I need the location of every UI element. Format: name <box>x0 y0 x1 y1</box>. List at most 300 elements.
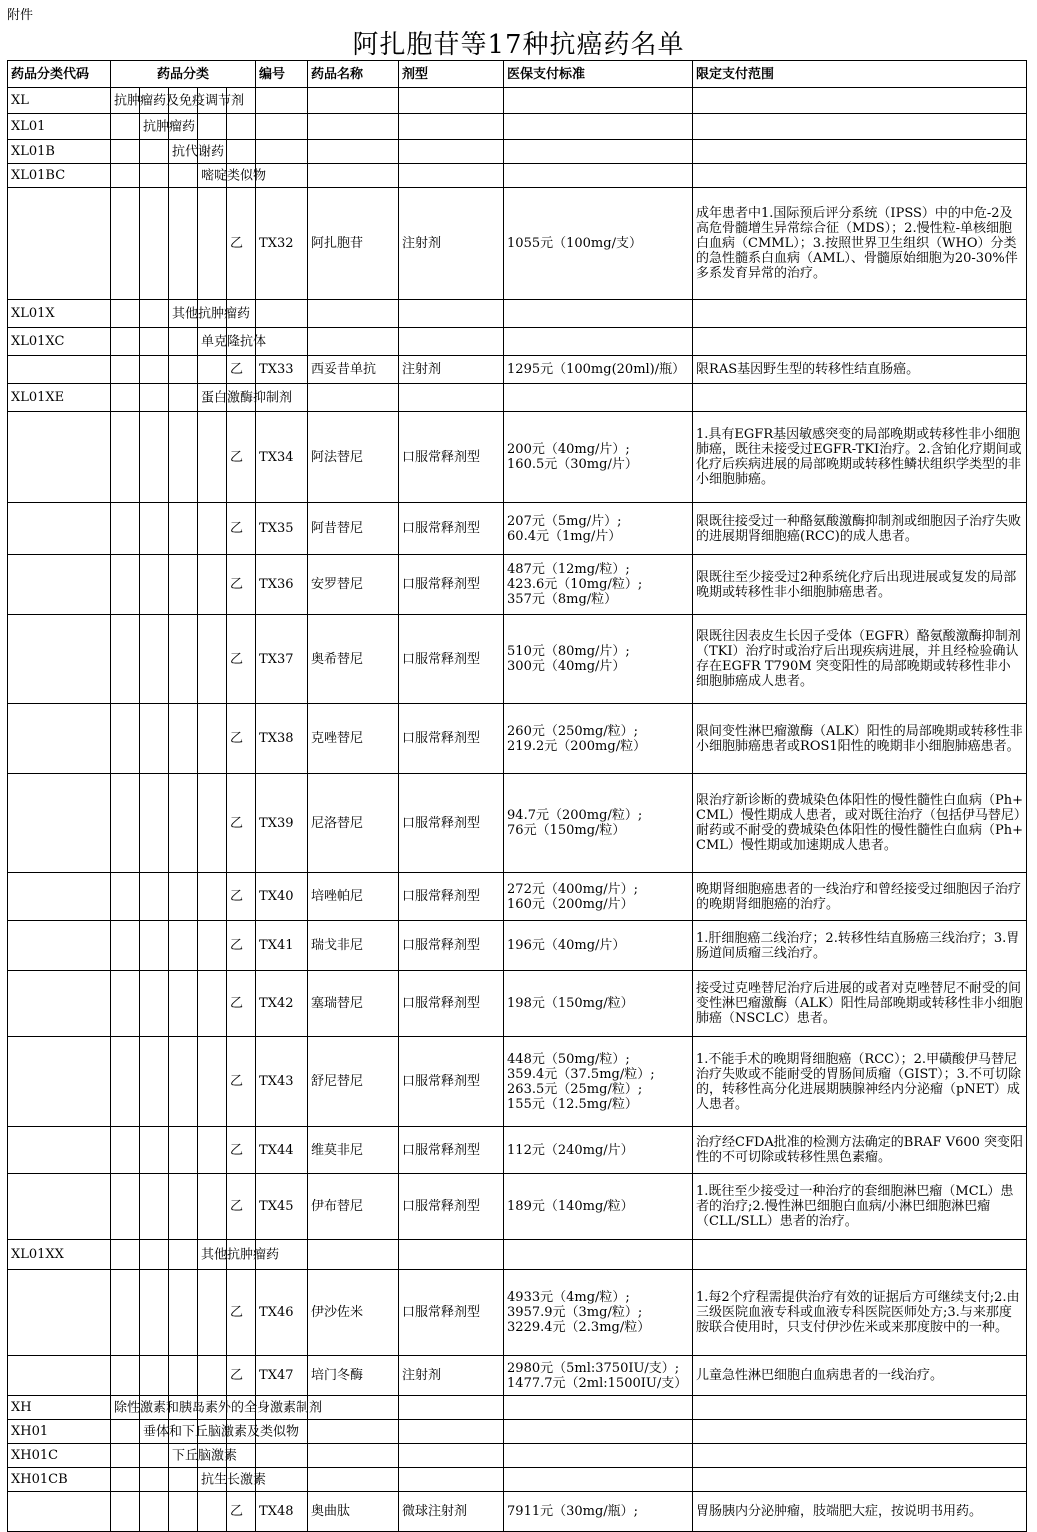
category-level-cell <box>111 300 140 328</box>
drug-name: 伊布替尼 <box>308 1174 399 1240</box>
drug-number: TX45 <box>256 1174 308 1240</box>
empty-cell <box>504 384 693 412</box>
category-level-cell <box>140 356 169 384</box>
empty-cell <box>693 300 1027 328</box>
table-row <box>8 503 1027 555</box>
category-level-cell <box>140 384 169 412</box>
payment-standard <box>504 1127 693 1174</box>
attachment-label: 附件 <box>7 8 34 23</box>
drug-grade: 乙 <box>227 615 256 704</box>
category-code <box>8 1356 111 1396</box>
category-code: XL01XE <box>8 384 111 412</box>
payment-standard-line: 1295元（100mg(20ml)/瓶） <box>507 362 686 377</box>
category-level-cell <box>111 164 140 188</box>
drug-number: TX43 <box>256 1037 308 1127</box>
category-code <box>8 188 111 300</box>
payment-standard-line: 160元（200mg/片） <box>507 896 634 912</box>
category-level-cell <box>169 615 198 704</box>
table-row <box>8 971 1027 1037</box>
category-level-cell <box>169 1127 198 1174</box>
table-row <box>8 1037 1027 1127</box>
payment-scope: 1.每2个疗程需提供治疗有效的证据后方可继续支付;2.由三级医院血液专科或血液专科医院医师处方;3.与来那度胺联合使用时，只支付伊沙佐米或来那度胺中的一种。 <box>693 1270 1027 1356</box>
drug-name: 维莫非尼 <box>308 1127 399 1174</box>
drug-number: TX33 <box>256 356 308 384</box>
payment-scope: 晚期肾细胞癌患者的一线治疗和曾经接受过细胞因子治疗的晚期肾细胞癌的治疗。 <box>693 873 1027 921</box>
category-level-cell <box>140 615 169 704</box>
payment-standard <box>504 356 693 384</box>
category-code <box>8 774 111 873</box>
drug-grade: 乙 <box>227 503 256 555</box>
payment-standard <box>504 704 693 774</box>
category-level-cell <box>140 774 169 873</box>
table-row <box>8 1240 1027 1270</box>
category-level-cell <box>169 1037 198 1127</box>
category-level-cell <box>140 921 169 971</box>
category-code <box>8 1492 111 1532</box>
empty-cell <box>504 1420 693 1444</box>
category-level-cell <box>140 1240 169 1270</box>
category-level-cell <box>140 1270 169 1356</box>
category-code: XL01B <box>8 140 111 164</box>
drug-number: TX32 <box>256 188 308 300</box>
category-code: XH <box>8 1396 111 1420</box>
table-row <box>8 300 1027 328</box>
payment-standard-line: 196元（40mg/片） <box>507 938 626 953</box>
drug-number: TX37 <box>256 615 308 704</box>
drug-grade: 乙 <box>227 971 256 1037</box>
category-level-cell <box>111 704 140 774</box>
payment-standard <box>504 1037 693 1127</box>
payment-standard-line: 263.5元（25mg/粒）; <box>507 1081 643 1097</box>
table-row <box>8 356 1027 384</box>
payment-scope: 限间变性淋巴瘤激酶（ALK）阳性的局部晚期或转移性非小细胞肺癌患者或ROS1阳性的晚期非小细胞肺癌患者。 <box>693 704 1027 774</box>
table-row <box>8 114 1027 140</box>
table-row <box>8 188 1027 300</box>
table-row <box>8 140 1027 164</box>
payment-standard-line: 60.4元（1mg/片） <box>507 528 622 544</box>
category-level-cell <box>140 328 169 356</box>
header-name: 药品名称 <box>308 61 399 88</box>
drug-form: 口服常释剂型 <box>399 971 504 1037</box>
category-label: 抗肿瘤药 <box>143 119 196 134</box>
table-row <box>8 412 1027 503</box>
header-category: 药品分类 <box>111 61 256 88</box>
empty-cell <box>504 114 693 140</box>
empty-cell <box>308 1420 399 1444</box>
payment-standard-line: 448元（50mg/粒）; <box>507 1051 630 1067</box>
payment-scope: 限RAS基因野生型的转移性结直肠癌。 <box>693 356 1027 384</box>
empty-cell <box>308 328 399 356</box>
table-row <box>8 1174 1027 1240</box>
drug-name: 阿昔替尼 <box>308 503 399 555</box>
empty-cell <box>399 1444 504 1468</box>
drug-form: 口服常释剂型 <box>399 555 504 615</box>
empty-cell <box>693 1396 1027 1420</box>
payment-standard <box>504 1356 693 1396</box>
empty-cell <box>256 114 308 140</box>
category-level-cell <box>111 971 140 1037</box>
category-code <box>8 1270 111 1356</box>
drug-name: 安罗替尼 <box>308 555 399 615</box>
payment-standard-line: 357元（8mg/粒） <box>507 592 618 607</box>
empty-cell <box>256 140 308 164</box>
category-level-cell <box>111 921 140 971</box>
category-level-cell <box>169 1174 198 1240</box>
category-level-cell <box>198 774 227 873</box>
drug-number: TX36 <box>256 555 308 615</box>
category-level-cell <box>198 356 227 384</box>
drug-grade: 乙 <box>227 188 256 300</box>
empty-cell <box>504 88 693 114</box>
category-level-cell <box>140 704 169 774</box>
drug-grade: 乙 <box>227 774 256 873</box>
payment-standard-line: 359.4元（37.5mg/粒）; <box>507 1066 655 1082</box>
payment-scope: 儿童急性淋巴细胞白血病患者的一线治疗。 <box>693 1356 1027 1396</box>
payment-scope: 1.肝细胞癌二线治疗；2.转移性结直肠癌三线治疗；3.胃肠道间质瘤三线治疗。 <box>693 921 1027 971</box>
category-code <box>8 412 111 503</box>
empty-cell <box>504 140 693 164</box>
category-level-cell <box>169 384 198 412</box>
category-level-cell <box>169 1444 238 1468</box>
category-level-cell <box>169 140 225 164</box>
empty-cell <box>399 164 504 188</box>
drug-number: TX42 <box>256 971 308 1037</box>
category-level-cell <box>198 384 293 412</box>
table-row <box>8 1270 1027 1356</box>
category-level-cell <box>198 188 227 300</box>
drug-form: 口服常释剂型 <box>399 615 504 704</box>
payment-scope: 限既往因表皮生长因子受体（EGFR）酪氨酸激酶抑制剂（TKI）治疗时或治疗后出现疾病进展，并且经检验确认存在EGFR T790M 突变阳性的局部晚期或转移性非小细胞肺癌成人患者。 <box>693 615 1027 704</box>
drug-number: TX46 <box>256 1270 308 1356</box>
category-label: 抗肿瘤药及免疫调节剂 <box>114 93 245 108</box>
payment-scope: 接受过克唑替尼治疗后进展的或者对克唑替尼不耐受的间变性淋巴瘤激酶（ALK）阳性局部晚期或转移性非小细胞肺癌（NSCLC）患者。 <box>693 971 1027 1037</box>
category-level-cell <box>198 1174 227 1240</box>
payment-standard <box>504 555 693 615</box>
drug-name: 塞瑞替尼 <box>308 971 399 1037</box>
empty-cell <box>308 140 399 164</box>
payment-scope: 1.既往至少接受过一种治疗的套细胞淋巴瘤（MCL）患者的治疗;2.慢性淋巴细胞白血病/小淋巴细胞淋巴瘤（CLL/SLL）患者的治疗。 <box>693 1174 1027 1240</box>
empty-cell <box>256 300 308 328</box>
drug-name: 尼洛替尼 <box>308 774 399 873</box>
empty-cell <box>504 1444 693 1468</box>
drug-grade: 乙 <box>227 1270 256 1356</box>
drug-name: 伊沙佐米 <box>308 1270 399 1356</box>
category-level-cell <box>198 503 227 555</box>
payment-standard-line: 260元（250mg/粒）; <box>507 723 639 739</box>
empty-cell <box>693 114 1027 140</box>
drug-name: 培唑帕尼 <box>308 873 399 921</box>
table-row <box>8 555 1027 615</box>
category-level-cell <box>169 412 198 503</box>
category-level-cell <box>198 1037 227 1127</box>
drug-number: TX40 <box>256 873 308 921</box>
drug-number: TX35 <box>256 503 308 555</box>
category-label: 抗生长激素 <box>201 1472 267 1487</box>
empty-cell <box>693 164 1027 188</box>
category-level-cell <box>198 1468 267 1492</box>
empty-cell <box>693 1420 1027 1444</box>
empty-cell <box>504 300 693 328</box>
payment-standard-line: 4933元（4mg/粒）; <box>507 1290 630 1305</box>
category-level-cell <box>111 1420 140 1444</box>
category-label: 下丘脑激素 <box>172 1448 238 1463</box>
category-code: XL01XC <box>8 328 111 356</box>
category-code <box>8 704 111 774</box>
drug-name: 阿扎胞苷 <box>308 188 399 300</box>
payment-scope: 1.不能手术的晚期肾细胞癌（RCC）；2.甲磺酸伊马替尼治疗失败或不能耐受的胃肠间质瘤（GIST）；3.不可切除的，转移性高分化进展期胰腺神经内分泌瘤（pNET）成人患者。 <box>693 1037 1027 1127</box>
category-level-cell <box>140 1444 169 1468</box>
category-level-cell <box>140 164 169 188</box>
category-code: XL <box>8 88 111 114</box>
empty-cell <box>693 140 1027 164</box>
drug-grade: 乙 <box>227 356 256 384</box>
payment-standard-line: 189元（140mg/粒） <box>507 1199 634 1214</box>
category-level-cell <box>111 88 245 114</box>
payment-standard-line: 300元（40mg/片） <box>507 659 626 674</box>
category-level-cell <box>169 555 198 615</box>
payment-standard-line: 2980元（5ml:3750IU/支）; <box>507 1360 680 1376</box>
category-level-cell <box>169 164 198 188</box>
category-label: 其他抗肿瘤药 <box>172 306 251 321</box>
category-level-cell <box>111 1468 140 1492</box>
category-level-cell <box>140 1037 169 1127</box>
empty-cell <box>504 1468 693 1492</box>
empty-cell <box>308 114 399 140</box>
payment-scope: 限既往至少接受过2种系统化疗后出现进展或复发的局部晚期或转移性非小细胞肺癌患者。 <box>693 555 1027 615</box>
category-level-cell <box>169 1492 198 1532</box>
category-level-cell <box>227 114 256 140</box>
category-label: 其他抗肿瘤药 <box>201 1247 280 1262</box>
empty-cell <box>693 1240 1027 1270</box>
drug-form: 口服常释剂型 <box>399 503 504 555</box>
category-level-cell <box>198 873 227 921</box>
drug-number: TX39 <box>256 774 308 873</box>
drug-number: TX48 <box>256 1492 308 1532</box>
payment-standard <box>504 1174 693 1240</box>
category-level-cell <box>140 1420 300 1444</box>
empty-cell <box>256 88 308 114</box>
drug-grade: 乙 <box>227 1127 256 1174</box>
category-level-cell <box>111 114 140 140</box>
category-level-cell <box>198 1356 227 1396</box>
drug-number: TX44 <box>256 1127 308 1174</box>
payment-standard-line: 207元（5mg/片）; <box>507 513 622 529</box>
category-level-cell <box>111 1492 140 1532</box>
payment-standard-line: 3957.9元（3mg/粒）; <box>507 1305 643 1320</box>
category-level-cell <box>140 503 169 555</box>
category-level-cell <box>198 1127 227 1174</box>
empty-cell <box>693 1444 1027 1468</box>
empty-cell <box>256 1444 308 1468</box>
drug-name: 瑞戈非尼 <box>308 921 399 971</box>
category-level-cell <box>140 1468 169 1492</box>
drug-number: TX38 <box>256 704 308 774</box>
category-level-cell <box>198 971 227 1037</box>
drug-form: 注射剂 <box>399 1356 504 1396</box>
drug-form: 口服常释剂型 <box>399 1037 504 1127</box>
category-level-cell <box>111 328 140 356</box>
empty-cell <box>308 1444 399 1468</box>
category-level-cell <box>198 1270 227 1356</box>
category-level-cell <box>111 1270 140 1356</box>
payment-standard-line: 487元（12mg/粒）; <box>507 562 630 577</box>
category-level-cell <box>111 774 140 873</box>
empty-cell <box>693 88 1027 114</box>
drug-form: 口服常释剂型 <box>399 1127 504 1174</box>
payment-standard <box>504 412 693 503</box>
category-code <box>8 971 111 1037</box>
category-level-cell <box>111 140 140 164</box>
category-label: 蛋白激酶抑制剂 <box>201 390 293 405</box>
drug-grade: 乙 <box>227 1174 256 1240</box>
empty-cell <box>308 1468 399 1492</box>
category-code <box>8 1037 111 1127</box>
empty-cell <box>399 1396 504 1420</box>
drug-form: 口服常释剂型 <box>399 1174 504 1240</box>
category-code <box>8 1174 111 1240</box>
empty-cell <box>399 328 504 356</box>
payment-scope: 1.具有EGFR基因敏感突变的局部晚期或转移性非小细胞肺癌，既往未接受过EGFR-TKI治疗。2.含铂化疗期间或化疗后疾病进展的局部晚期或转移性鳞状组织学类型的非小细胞肺癌。 <box>693 412 1027 503</box>
table-row <box>8 1127 1027 1174</box>
category-code <box>8 921 111 971</box>
payment-standard <box>504 873 693 921</box>
header-form: 剂型 <box>399 61 504 88</box>
empty-cell <box>504 1396 693 1420</box>
payment-standard-line: 200元（40mg/片）; <box>507 442 630 457</box>
payment-standard <box>504 921 693 971</box>
payment-standard-line: 423.6元（10mg/粒）; <box>507 577 643 592</box>
empty-cell <box>504 328 693 356</box>
category-level-cell <box>169 921 198 971</box>
category-label: 嘧啶类似物 <box>201 168 267 183</box>
category-level-cell <box>198 1240 280 1270</box>
drug-form: 注射剂 <box>399 356 504 384</box>
payment-standard-line: 198元（150mg/粒） <box>507 996 634 1011</box>
category-code: XL01BC <box>8 164 111 188</box>
table-row <box>8 1444 1027 1468</box>
category-level-cell <box>198 164 267 188</box>
drug-name: 克唑替尼 <box>308 704 399 774</box>
drug-grade: 乙 <box>227 555 256 615</box>
empty-cell <box>308 88 399 114</box>
drug-form: 口服常释剂型 <box>399 1270 504 1356</box>
table-row <box>8 164 1027 188</box>
drug-form: 注射剂 <box>399 188 504 300</box>
payment-standard-line: 7911元（30mg/瓶）; <box>507 1504 639 1519</box>
payment-standard-line: 94.7元（200mg/粒）; <box>507 808 643 823</box>
header-row <box>8 61 1027 88</box>
payment-standard <box>504 615 693 704</box>
table-row <box>8 328 1027 356</box>
drug-name: 培门冬酶 <box>308 1356 399 1396</box>
category-level-cell <box>111 503 140 555</box>
category-code: XL01 <box>8 114 111 140</box>
category-level-cell <box>140 1492 169 1532</box>
empty-cell <box>308 1240 399 1270</box>
payment-standard-line: 1055元（100mg/支） <box>507 236 642 251</box>
payment-standard-line: 3229.4元（2.3mg/粒） <box>507 1320 651 1335</box>
empty-cell <box>399 1468 504 1492</box>
category-level-cell <box>169 1356 198 1396</box>
drug-name: 奥希替尼 <box>308 615 399 704</box>
document-title: 阿扎胞苷等17种抗癌药名单 <box>352 30 685 60</box>
category-level-cell <box>111 615 140 704</box>
payment-standard-line: 112元（240mg/片） <box>507 1142 634 1158</box>
category-level-cell <box>111 555 140 615</box>
category-level-cell <box>111 356 140 384</box>
category-level-cell <box>198 704 227 774</box>
payment-standard <box>504 1492 693 1532</box>
empty-cell <box>399 140 504 164</box>
drug-grade: 乙 <box>227 873 256 921</box>
drug-grade: 乙 <box>227 1492 256 1532</box>
category-level-cell <box>169 873 198 921</box>
empty-cell <box>308 164 399 188</box>
category-code: XL01X <box>8 300 111 328</box>
category-code: XL01XX <box>8 1240 111 1270</box>
empty-cell <box>693 328 1027 356</box>
category-code <box>8 503 111 555</box>
payment-standard <box>504 503 693 555</box>
category-level-cell <box>140 114 196 140</box>
payment-standard-line: 219.2元（200mg/粒） <box>507 738 647 754</box>
header-number: 编号 <box>256 61 308 88</box>
empty-cell <box>399 88 504 114</box>
category-level-cell <box>169 704 198 774</box>
category-code <box>8 1127 111 1174</box>
payment-standard-line: 155元（12.5mg/粒） <box>507 1096 638 1112</box>
category-level-cell <box>111 412 140 503</box>
category-level-cell <box>169 300 251 328</box>
category-level-cell <box>169 503 198 555</box>
drug-grade: 乙 <box>227 704 256 774</box>
drug-number: TX41 <box>256 921 308 971</box>
drug-name: 阿法替尼 <box>308 412 399 503</box>
drug-grade: 乙 <box>227 412 256 503</box>
table-row <box>8 1492 1027 1532</box>
table-row <box>8 1420 1027 1444</box>
empty-cell <box>693 384 1027 412</box>
empty-cell <box>399 1240 504 1270</box>
payment-scope: 限治疗新诊断的费城染色体阳性的慢性髓性白血病（Ph+ CML）慢性期成人患者，或对既往治疗（包括伊马替尼）耐药或不耐受的费城染色体阳性的慢性髓性白血病（Ph+ CML）慢性期或加速期成人患者。 <box>693 774 1027 873</box>
drug-name: 舒尼替尼 <box>308 1037 399 1127</box>
table-row <box>8 1356 1027 1396</box>
drug-number: TX34 <box>256 412 308 503</box>
table-row <box>8 384 1027 412</box>
drug-grade: 乙 <box>227 921 256 971</box>
category-level-cell <box>169 1270 198 1356</box>
drug-form: 口服常释剂型 <box>399 774 504 873</box>
payment-scope: 成年患者中1.国际预后评分系统（IPSS）中的中危-2及高危骨髓增生异常综合征（MDS）；2.慢性粒-单核细胞白血病（CMML）；3.按照世界卫生组织（WHO）分类的急性髓系白血病（AML）、骨髓原始细胞为20-30%伴多系发育异常的治疗。 <box>693 188 1027 300</box>
table-body <box>8 88 1027 1532</box>
empty-cell <box>693 1468 1027 1492</box>
drug-list-table <box>7 60 1027 1532</box>
category-label: 除性激素和胰岛素外的全身激素制剂 <box>114 1400 323 1415</box>
header-scope: 限定支付范围 <box>693 61 1027 88</box>
empty-cell <box>399 384 504 412</box>
table-row <box>8 873 1027 921</box>
payment-standard-line: 1477.7元（2ml:1500IU/支） <box>507 1375 688 1391</box>
category-level-cell <box>140 412 169 503</box>
drug-name: 奥曲肽 <box>308 1492 399 1532</box>
category-code <box>8 555 111 615</box>
payment-scope: 治疗经CFDA批准的检测方法确定的BRAF V600 突变阳性的不可切除或转移性黑色素瘤。 <box>693 1127 1027 1174</box>
category-level-cell <box>111 1174 140 1240</box>
category-level-cell <box>140 873 169 921</box>
category-level-cell <box>140 1356 169 1396</box>
drug-name: 西妥昔单抗 <box>308 356 399 384</box>
category-level-cell <box>169 774 198 873</box>
